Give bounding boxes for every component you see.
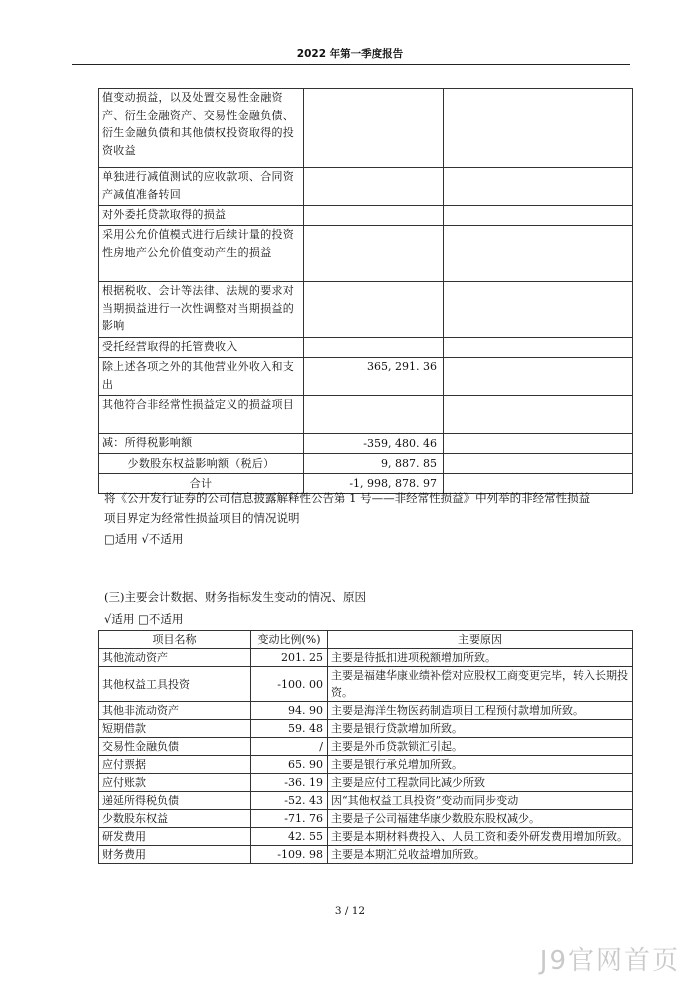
row-amount	[304, 282, 444, 338]
report-header-title: 2022 年第一季度报告	[296, 48, 404, 60]
change-reason: 主要是本期汇兑收益增加所致。	[328, 846, 633, 864]
watermark: J9官网首页	[539, 946, 680, 976]
row-note	[444, 89, 633, 168]
note-line-2: 项目界定为经常性损益项目的情况说明	[104, 511, 300, 525]
column-header: 主要原因	[328, 631, 633, 649]
change-reason: 主要是子公司福建华康少数股东股权减少。	[328, 810, 633, 828]
item-name: 应付票据	[99, 756, 251, 774]
table-row	[99, 702, 633, 720]
table-row	[99, 396, 633, 434]
table-row	[99, 454, 633, 474]
table-row	[99, 828, 633, 846]
row-note	[444, 454, 633, 474]
table-row	[99, 89, 633, 168]
item-name: 其他权益工具投资	[99, 667, 251, 702]
table-row	[99, 756, 633, 774]
row-label: 采用公允价值模式进行后续计量的投资性房地产公允价值变动产生的损益	[99, 226, 304, 282]
item-name: 递延所得税负债	[99, 792, 251, 810]
item-name: 其他流动资产	[99, 649, 251, 667]
section-title: (三)主要会计数据、财务指标发生变动的情况、原因	[104, 590, 366, 604]
row-note	[444, 434, 633, 454]
change-reason: 因“其他权益工具投资”变动而同步变动	[328, 792, 633, 810]
row-label: 单独进行减值测试的应收款项、合同资产减值准备转回	[99, 168, 304, 206]
change-ratio: 94. 90	[251, 702, 328, 720]
table-row	[99, 282, 633, 338]
row-note	[444, 168, 633, 206]
item-name: 少数股东权益	[99, 810, 251, 828]
change-ratio: 201. 25	[251, 649, 328, 667]
row-label: 值变动损益，以及处置交易性金融资产、衍生金融资产、交易性金融负债、衍生金融负债和其他债权投资取得的投资收益	[99, 89, 304, 168]
row-label: 少数股东权益影响额（税后）	[99, 454, 304, 474]
table-row	[99, 206, 633, 226]
change-reason: 主要是银行贷款增加所致。	[328, 720, 633, 738]
table-row	[99, 720, 633, 738]
change-reason: 主要是海洋生物医药制造项目工程预付款增加所致。	[328, 702, 633, 720]
item-name: 短期借款	[99, 720, 251, 738]
change-ratio: -71. 76	[251, 810, 328, 828]
section-applicability-options: √适用 □不适用	[104, 612, 184, 626]
change-reason: 主要是银行承兑增加所致。	[328, 756, 633, 774]
table-row	[99, 667, 633, 702]
change-reason: 主要是待抵扣进项税额增加所致。	[328, 649, 633, 667]
change-reason: 主要是外币贷款锁汇引起。	[328, 738, 633, 756]
column-header: 变动比例(%)	[251, 631, 328, 649]
table-header-row	[99, 631, 633, 649]
table-row	[99, 792, 633, 810]
page-number: 3 / 12	[334, 905, 366, 917]
row-label: 减：所得税影响额	[99, 434, 304, 454]
item-name: 其他非流动资产	[99, 702, 251, 720]
row-label: 其他符合非经常性损益定义的损益项目	[99, 396, 304, 434]
item-name: 财务费用	[99, 846, 251, 864]
change-ratio: 65. 90	[251, 756, 328, 774]
non-recurring-gains-table	[98, 88, 633, 494]
change-ratio: 59. 48	[251, 720, 328, 738]
row-amount	[304, 89, 444, 168]
change-ratio: -36. 19	[251, 774, 328, 792]
table-row	[99, 338, 633, 358]
table-row	[99, 168, 633, 206]
table-row	[99, 649, 633, 667]
change-ratio: -100. 00	[251, 667, 328, 702]
note-line-1: 将《公开发行证券的公司信息披露解释性公告第 1 号——非经常性损益》中列举的非经常性损益	[104, 491, 591, 505]
row-amount: 365, 291. 36	[304, 358, 444, 396]
row-label: 受托经营取得的托管费收入	[99, 338, 304, 358]
table-row	[99, 738, 633, 756]
item-name: 交易性金融负债	[99, 738, 251, 756]
change-ratio: 42. 55	[251, 828, 328, 846]
row-note	[444, 226, 633, 282]
row-label: 对外委托贷款取得的损益	[99, 206, 304, 226]
table-row	[99, 226, 633, 282]
row-note	[444, 206, 633, 226]
row-note	[444, 338, 633, 358]
change-reason: 主要是福建华康业绩补偿对应股权工商变更完毕，转入长期投资。	[328, 667, 633, 702]
row-note	[444, 282, 633, 338]
change-ratio: -109. 98	[251, 846, 328, 864]
item-name: 应付账款	[99, 774, 251, 792]
row-amount	[304, 206, 444, 226]
item-name: 研发费用	[99, 828, 251, 846]
row-label: 除上述各项之外的其他营业外收入和支出	[99, 358, 304, 396]
column-header: 项目名称	[99, 631, 251, 649]
row-amount	[304, 168, 444, 206]
table-row	[99, 774, 633, 792]
row-label: 合计	[99, 474, 304, 494]
row-amount	[304, 396, 444, 434]
row-label: 根据税收、会计等法律、法规的要求对当期损益进行一次性调整对当期损益的影响	[99, 282, 304, 338]
change-ratio: /	[251, 738, 328, 756]
change-ratio: -52. 43	[251, 792, 328, 810]
table-row	[99, 846, 633, 864]
row-note	[444, 396, 633, 434]
row-note	[444, 358, 633, 396]
row-amount	[304, 338, 444, 358]
key-data-change-table	[98, 630, 633, 864]
table-row	[99, 434, 633, 454]
row-amount: -359, 480. 46	[304, 434, 444, 454]
row-amount: 9, 887. 85	[304, 454, 444, 474]
change-reason: 主要是本期材料费投入、人员工资和委外研发费用增加所致。	[328, 828, 633, 846]
row-amount: -1, 998, 878. 97	[304, 474, 444, 494]
header-divider	[72, 64, 630, 65]
table-row	[99, 810, 633, 828]
applicability-options: □适用 √不适用	[104, 532, 184, 546]
row-amount	[304, 226, 444, 282]
table-row	[99, 358, 633, 396]
change-reason: 主要是应付工程款同比减少所致	[328, 774, 633, 792]
